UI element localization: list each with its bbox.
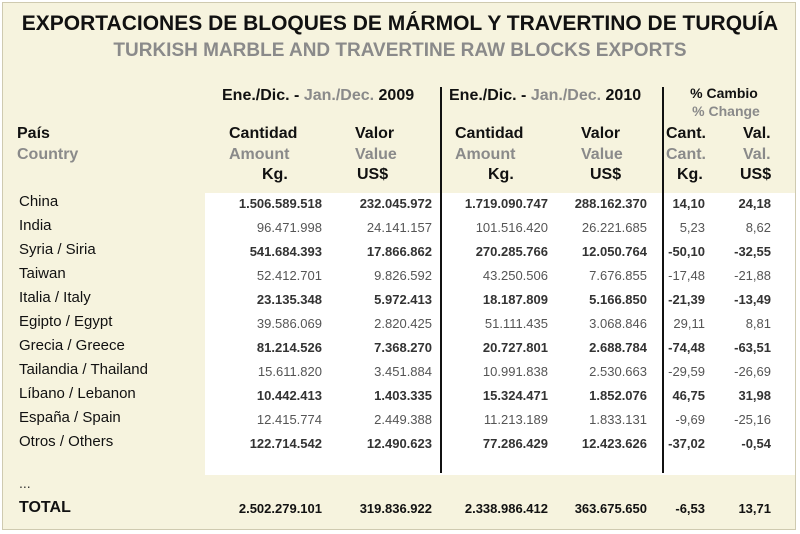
qty-2010-unit: Kg. (488, 166, 514, 183)
country-header-en: Country (17, 146, 79, 163)
qty-2010-cell: 43.250.506 (482, 268, 548, 283)
country-label: Líbano / Lebanon (19, 385, 136, 402)
pct-qty-header-en: Cant. (666, 146, 706, 163)
total-label: TOTAL (19, 499, 71, 516)
qty-2009-cell: 10.442.413 (256, 388, 322, 403)
val-2009-cell: 1.403.335 (374, 388, 432, 403)
qty-2009-cell: 52.412.701 (256, 268, 322, 283)
val-2010-cell: 26.221.685 (581, 220, 647, 235)
pct-qty-cell: -37,02 (668, 436, 705, 451)
column-divider (440, 87, 442, 473)
qty-2010-cell: 270.285.766 (475, 244, 548, 259)
pct-val-header: Val. (743, 125, 771, 142)
total-pct-qty: -6,53 (675, 501, 705, 516)
qty-2009-header: Cantidad (229, 125, 298, 142)
country-header: País (17, 125, 50, 142)
val-2010-cell: 2.688.784 (589, 340, 647, 355)
qty-2009-cell: 81.214.526 (256, 340, 322, 355)
country-label: China (19, 193, 59, 210)
val-2010-cell: 7.676.855 (589, 268, 647, 283)
qty-2010-cell: 51.111.435 (484, 316, 548, 331)
table-frame (2, 2, 796, 530)
qty-2010-cell: 10.991.838 (482, 364, 548, 379)
val-2009-cell: 2.449.388 (374, 412, 432, 427)
country-label: Taiwan (19, 265, 66, 282)
country-label: Tailandia / Thailand (19, 361, 148, 378)
qty-2009-cell: 96.471.998 (256, 220, 322, 235)
val-2010-cell: 12.423.626 (581, 436, 647, 451)
qty-2009-cell: 12.415.774 (256, 412, 322, 427)
qty-2009-cell: 15.611.820 (257, 364, 322, 379)
pct-val-cell: 8,62 (745, 220, 771, 235)
qty-2009-cell: 23.135.348 (256, 292, 322, 307)
pct-val-cell: -13,49 (734, 292, 771, 307)
pct-qty-cell: -21,39 (668, 292, 705, 307)
total-pct-val: 13,71 (738, 501, 771, 516)
qty-2010-cell: 11.213.189 (483, 412, 548, 427)
val-2010-unit: US$ (590, 166, 622, 183)
pct-qty-cell: -50,10 (668, 244, 705, 259)
pct-qty-cell: 14,10 (672, 196, 705, 211)
country-label: Italia / Italy (19, 289, 91, 306)
val-2009-cell: 7.368.270 (374, 340, 432, 355)
val-2009-cell: 3.451.884 (374, 364, 432, 379)
country-label: Egipto / Egypt (19, 313, 113, 330)
pct-val-cell: -63,51 (734, 340, 771, 355)
val-2009-cell: 5.972.413 (374, 292, 432, 307)
val-2009-cell: 24.141.157 (366, 220, 432, 235)
pct-val-cell: -32,55 (734, 244, 771, 259)
period-header-2010: Ene./Dic. - Jan./Dec. 2010 (449, 87, 642, 104)
pct-val-cell: -26,69 (734, 364, 771, 379)
total-qty-2009: 2.502.279.101 (238, 501, 322, 516)
qty-2009-cell: 1.506.589.518 (238, 196, 322, 211)
pct-qty-cell: -29,59 (668, 364, 705, 379)
total-qty-2010: 2.338.986.412 (464, 501, 548, 516)
val-2009-cell: 232.045.972 (359, 196, 432, 211)
val-2009-cell: 12.490.623 (366, 436, 432, 451)
val-2010-cell: 1.833.131 (589, 412, 647, 427)
total-val-2010: 363.675.650 (574, 501, 647, 516)
qty-2009-cell: 122.714.542 (249, 436, 322, 451)
val-2010-header: Valor (581, 125, 621, 142)
ellipsis: ... (19, 475, 31, 491)
country-label: Syria / Siria (19, 241, 96, 258)
val-2010-header-en: Value (581, 146, 623, 163)
qty-2009-cell: 541.684.393 (249, 244, 322, 259)
total-val-2009: 319.836.922 (359, 501, 432, 516)
val-2009-cell: 17.866.862 (366, 244, 432, 259)
pct-val-cell: -21,88 (734, 268, 771, 283)
val-2010-cell: 288.162.370 (574, 196, 647, 211)
qty-2010-cell: 20.727.801 (482, 340, 548, 355)
change-header-es: % Cambio (690, 85, 758, 101)
pct-qty-cell: -74,48 (668, 340, 705, 355)
pct-val-cell: -0,54 (741, 436, 771, 451)
pct-val-cell: 31,98 (738, 388, 771, 403)
pct-qty-unit: Kg. (677, 166, 703, 183)
pct-val-cell: 8,81 (745, 316, 771, 331)
qty-2010-cell: 1.719.090.747 (464, 196, 548, 211)
pct-qty-cell: 29,11 (673, 316, 705, 331)
val-2009-cell: 2.820.425 (374, 316, 432, 331)
data-panel (205, 193, 795, 475)
pct-val-cell: -25,16 (734, 412, 771, 427)
country-label: India (19, 217, 52, 234)
qty-2009-cell: 39.586.069 (256, 316, 322, 331)
qty-2010-cell: 15.324.471 (482, 388, 548, 403)
pct-qty-header: Cant. (666, 125, 706, 142)
val-2010-cell: 3.068.846 (589, 316, 647, 331)
val-2009-header: Valor (355, 125, 395, 142)
qty-2010-cell: 77.286.429 (482, 436, 548, 451)
pct-val-unit: US$ (740, 166, 772, 183)
country-label: Grecia / Greece (19, 337, 125, 354)
qty-2010-cell: 18.187.809 (482, 292, 548, 307)
pct-qty-cell: 46,75 (672, 388, 705, 403)
val-2010-cell: 5.166.850 (589, 292, 647, 307)
val-2009-unit: US$ (357, 166, 389, 183)
country-label: Otros / Others (19, 433, 114, 450)
val-2009-cell: 9.826.592 (374, 268, 432, 283)
period-header-2009: Ene./Dic. - Jan./Dec. 2009 (222, 87, 415, 104)
qty-2010-header: Cantidad (455, 125, 524, 142)
val-2010-cell: 1.852.076 (589, 388, 647, 403)
pct-qty-cell: 5,23 (679, 220, 705, 235)
val-2010-cell: 2.530.663 (589, 364, 647, 379)
page-title: EXPORTACIONES DE BLOQUES DE MÁRMOL Y TRAVERTINO DE TURQUÍA (21, 12, 779, 35)
country-label: España / Spain (19, 409, 121, 426)
qty-2009-header-en: Amount (229, 146, 290, 163)
pct-qty-cell: -17,48 (668, 268, 705, 283)
val-2010-cell: 12.050.764 (581, 244, 647, 259)
page-subtitle: TURKISH MARBLE AND TRAVERTINE RAW BLOCKS EXPORTS (113, 40, 687, 61)
column-divider (662, 87, 664, 473)
qty-2009-unit: Kg. (262, 166, 288, 183)
qty-2010-header-en: Amount (455, 146, 516, 163)
pct-val-cell: 24,18 (738, 196, 771, 211)
val-2009-header-en: Value (355, 146, 397, 163)
qty-2010-cell: 101.516.420 (475, 220, 548, 235)
pct-val-header-en: Val. (743, 146, 771, 163)
pct-qty-cell: -9,69 (675, 412, 705, 427)
change-header-en: % Change (692, 103, 760, 119)
